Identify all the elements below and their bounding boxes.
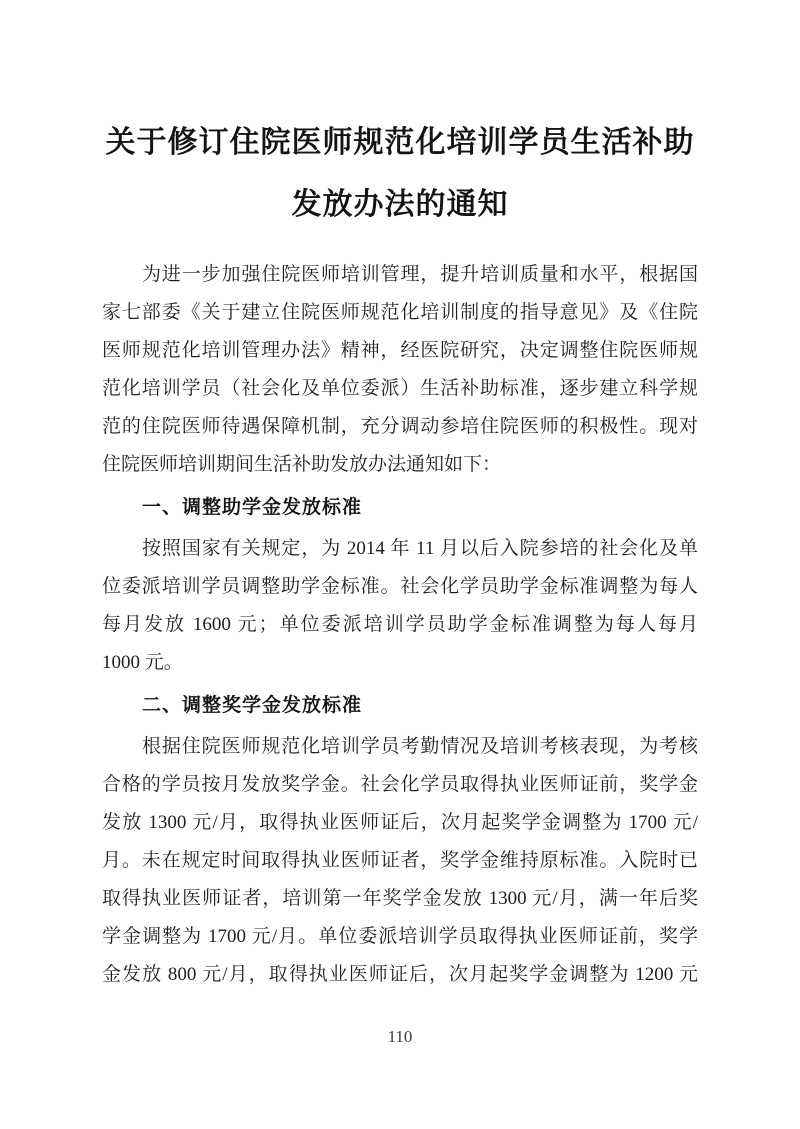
text-line: 每月发放 1600 元；单位委派培训学员助学金标准调整为每人每月 <box>102 614 698 635</box>
document-body <box>102 256 698 994</box>
title-line-2: 发放办法的通知 <box>291 188 509 221</box>
text-line: 范的住院医师待遇保障机制，充分调动参培住院医师的积极性。现对 <box>102 416 698 437</box>
section-heading: 一、调整助学金发放标准 <box>142 497 363 518</box>
text-line: 为进一步加强住院医师培训管理，提升培训质量和水平，根据国 <box>142 264 698 285</box>
page-number: 110 <box>387 1027 413 1046</box>
text-line: 住院医师培训期间生活补助发放办法通知如下： <box>102 454 502 475</box>
text-line: 发放 1300 元/月，取得执业医师证后，次月起奖学金调整为 1700 元/ <box>102 812 698 833</box>
text-line: 根据住院医师规范化培训学员考勤情况及培训考核表现，为考核 <box>142 736 698 757</box>
document-title <box>0 112 800 236</box>
section-heading: 二、调整奖学金发放标准 <box>142 695 363 716</box>
text-line: 医师规范化培训管理办法》精神，经医院研究，决定调整住院医师规 <box>102 340 698 361</box>
text-line: 月。未在规定时间取得执业医师证者，奖学金维持原标准。入院时已 <box>102 850 698 871</box>
text-line: 取得执业医师证者，培训第一年奖学金发放 1300 元/月，满一年后奖 <box>102 888 698 909</box>
text-line: 范化培训学员（社会化及单位委派）生活补助标准，逐步建立科学规 <box>102 378 698 399</box>
text-line: 合格的学员按月发放奖学金。社会化学员取得执业医师证前，奖学金 <box>102 774 698 795</box>
text-line: 学金调整为 1700 元/月。单位委派培训学员取得执业医师证前，奖学 <box>102 926 698 947</box>
text-line: 按照国家有关规定，为 2014 年 11 月以后入院参培的社会化及单 <box>142 538 698 559</box>
text-line: 1000 元。 <box>102 652 183 673</box>
title-line-1: 关于修订住院医师规范化培训学员生活补助 <box>105 126 695 159</box>
text-line: 家七部委《关于建立住院医师规范化培训制度的指导意见》及《住院 <box>102 302 698 323</box>
text-line: 金发放 800 元/月，取得执业医师证后，次月起奖学金调整为 1200 元 <box>102 964 698 985</box>
text-line: 位委派培训学员调整助学金标准。社会化学员助学金标准调整为每人 <box>102 576 698 597</box>
